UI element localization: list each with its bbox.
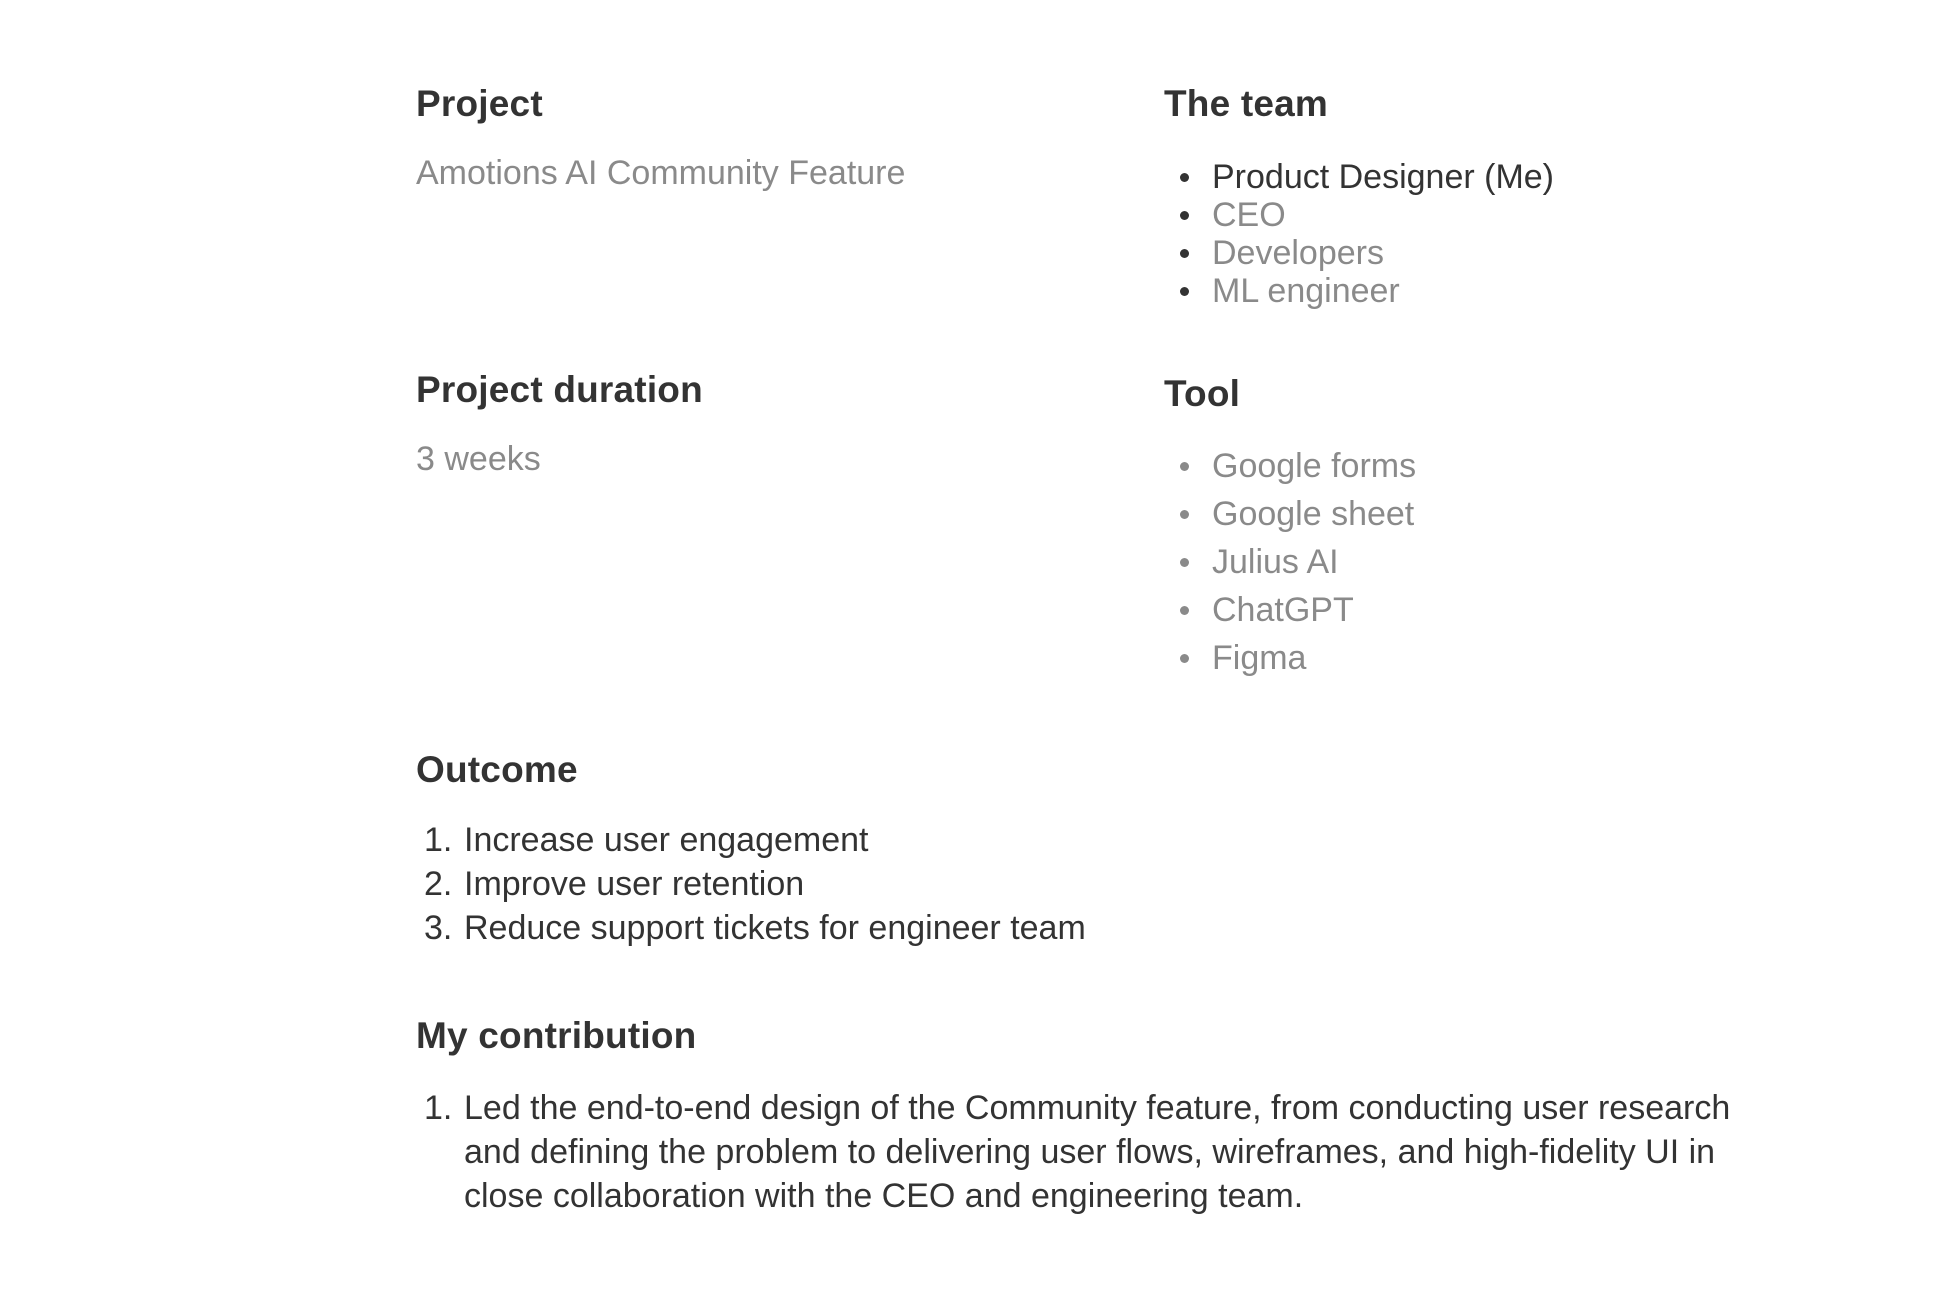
project-heading: Project xyxy=(416,83,543,124)
outcome-list xyxy=(416,818,1616,950)
outcome-item xyxy=(416,862,1616,906)
duration-heading: Project duration xyxy=(416,369,703,410)
team-member: Developers xyxy=(1164,234,1764,272)
contribution-heading: My contribution xyxy=(416,1015,697,1056)
outcome-item xyxy=(416,906,1616,950)
contribution-section xyxy=(416,1014,1776,1218)
item-text: Reduce support tickets for engineer team xyxy=(464,909,1086,947)
outcome-item xyxy=(416,818,1616,862)
item-text: Improve user retention xyxy=(464,865,805,903)
tool-item: Figma xyxy=(1164,634,1764,682)
team-section xyxy=(1164,82,1764,310)
tool-item: ChatGPT xyxy=(1164,586,1764,634)
duration-value: 3 weeks xyxy=(416,440,541,478)
contribution-list xyxy=(416,1086,1776,1218)
tool-item: Google forms xyxy=(1164,442,1764,490)
tool-heading: Tool xyxy=(1164,373,1241,414)
duration-section xyxy=(416,368,1056,480)
team-member: ML engineer xyxy=(1164,272,1764,310)
team-member: Product Designer (Me) xyxy=(1164,158,1764,196)
tool-item: Google sheet xyxy=(1164,490,1764,538)
tool-list xyxy=(1164,442,1764,682)
item-number: 2. xyxy=(424,865,453,903)
tool-item: Julius AI xyxy=(1164,538,1764,586)
item-number: 1. xyxy=(424,1089,453,1127)
outcome-section xyxy=(416,748,1616,950)
item-text: Increase user engagement xyxy=(464,821,869,859)
outcome-heading: Outcome xyxy=(416,749,578,790)
team-member: CEO xyxy=(1164,196,1764,234)
item-number: 3. xyxy=(424,909,453,947)
team-heading: The team xyxy=(1164,83,1329,124)
item-number: 1. xyxy=(424,821,453,859)
project-name: Amotions AI Community Feature xyxy=(416,154,906,192)
contribution-item xyxy=(416,1086,1754,1218)
item-text: Led the end-to-end design of the Community feature, from conducting user research and defining the problem to delivering user flows, wireframes, and high-fidelity UI in close collaboration with the CEO and engineering team. xyxy=(464,1089,1731,1215)
project-section xyxy=(416,82,1056,194)
team-list xyxy=(1164,158,1764,310)
tool-section xyxy=(1164,372,1764,682)
